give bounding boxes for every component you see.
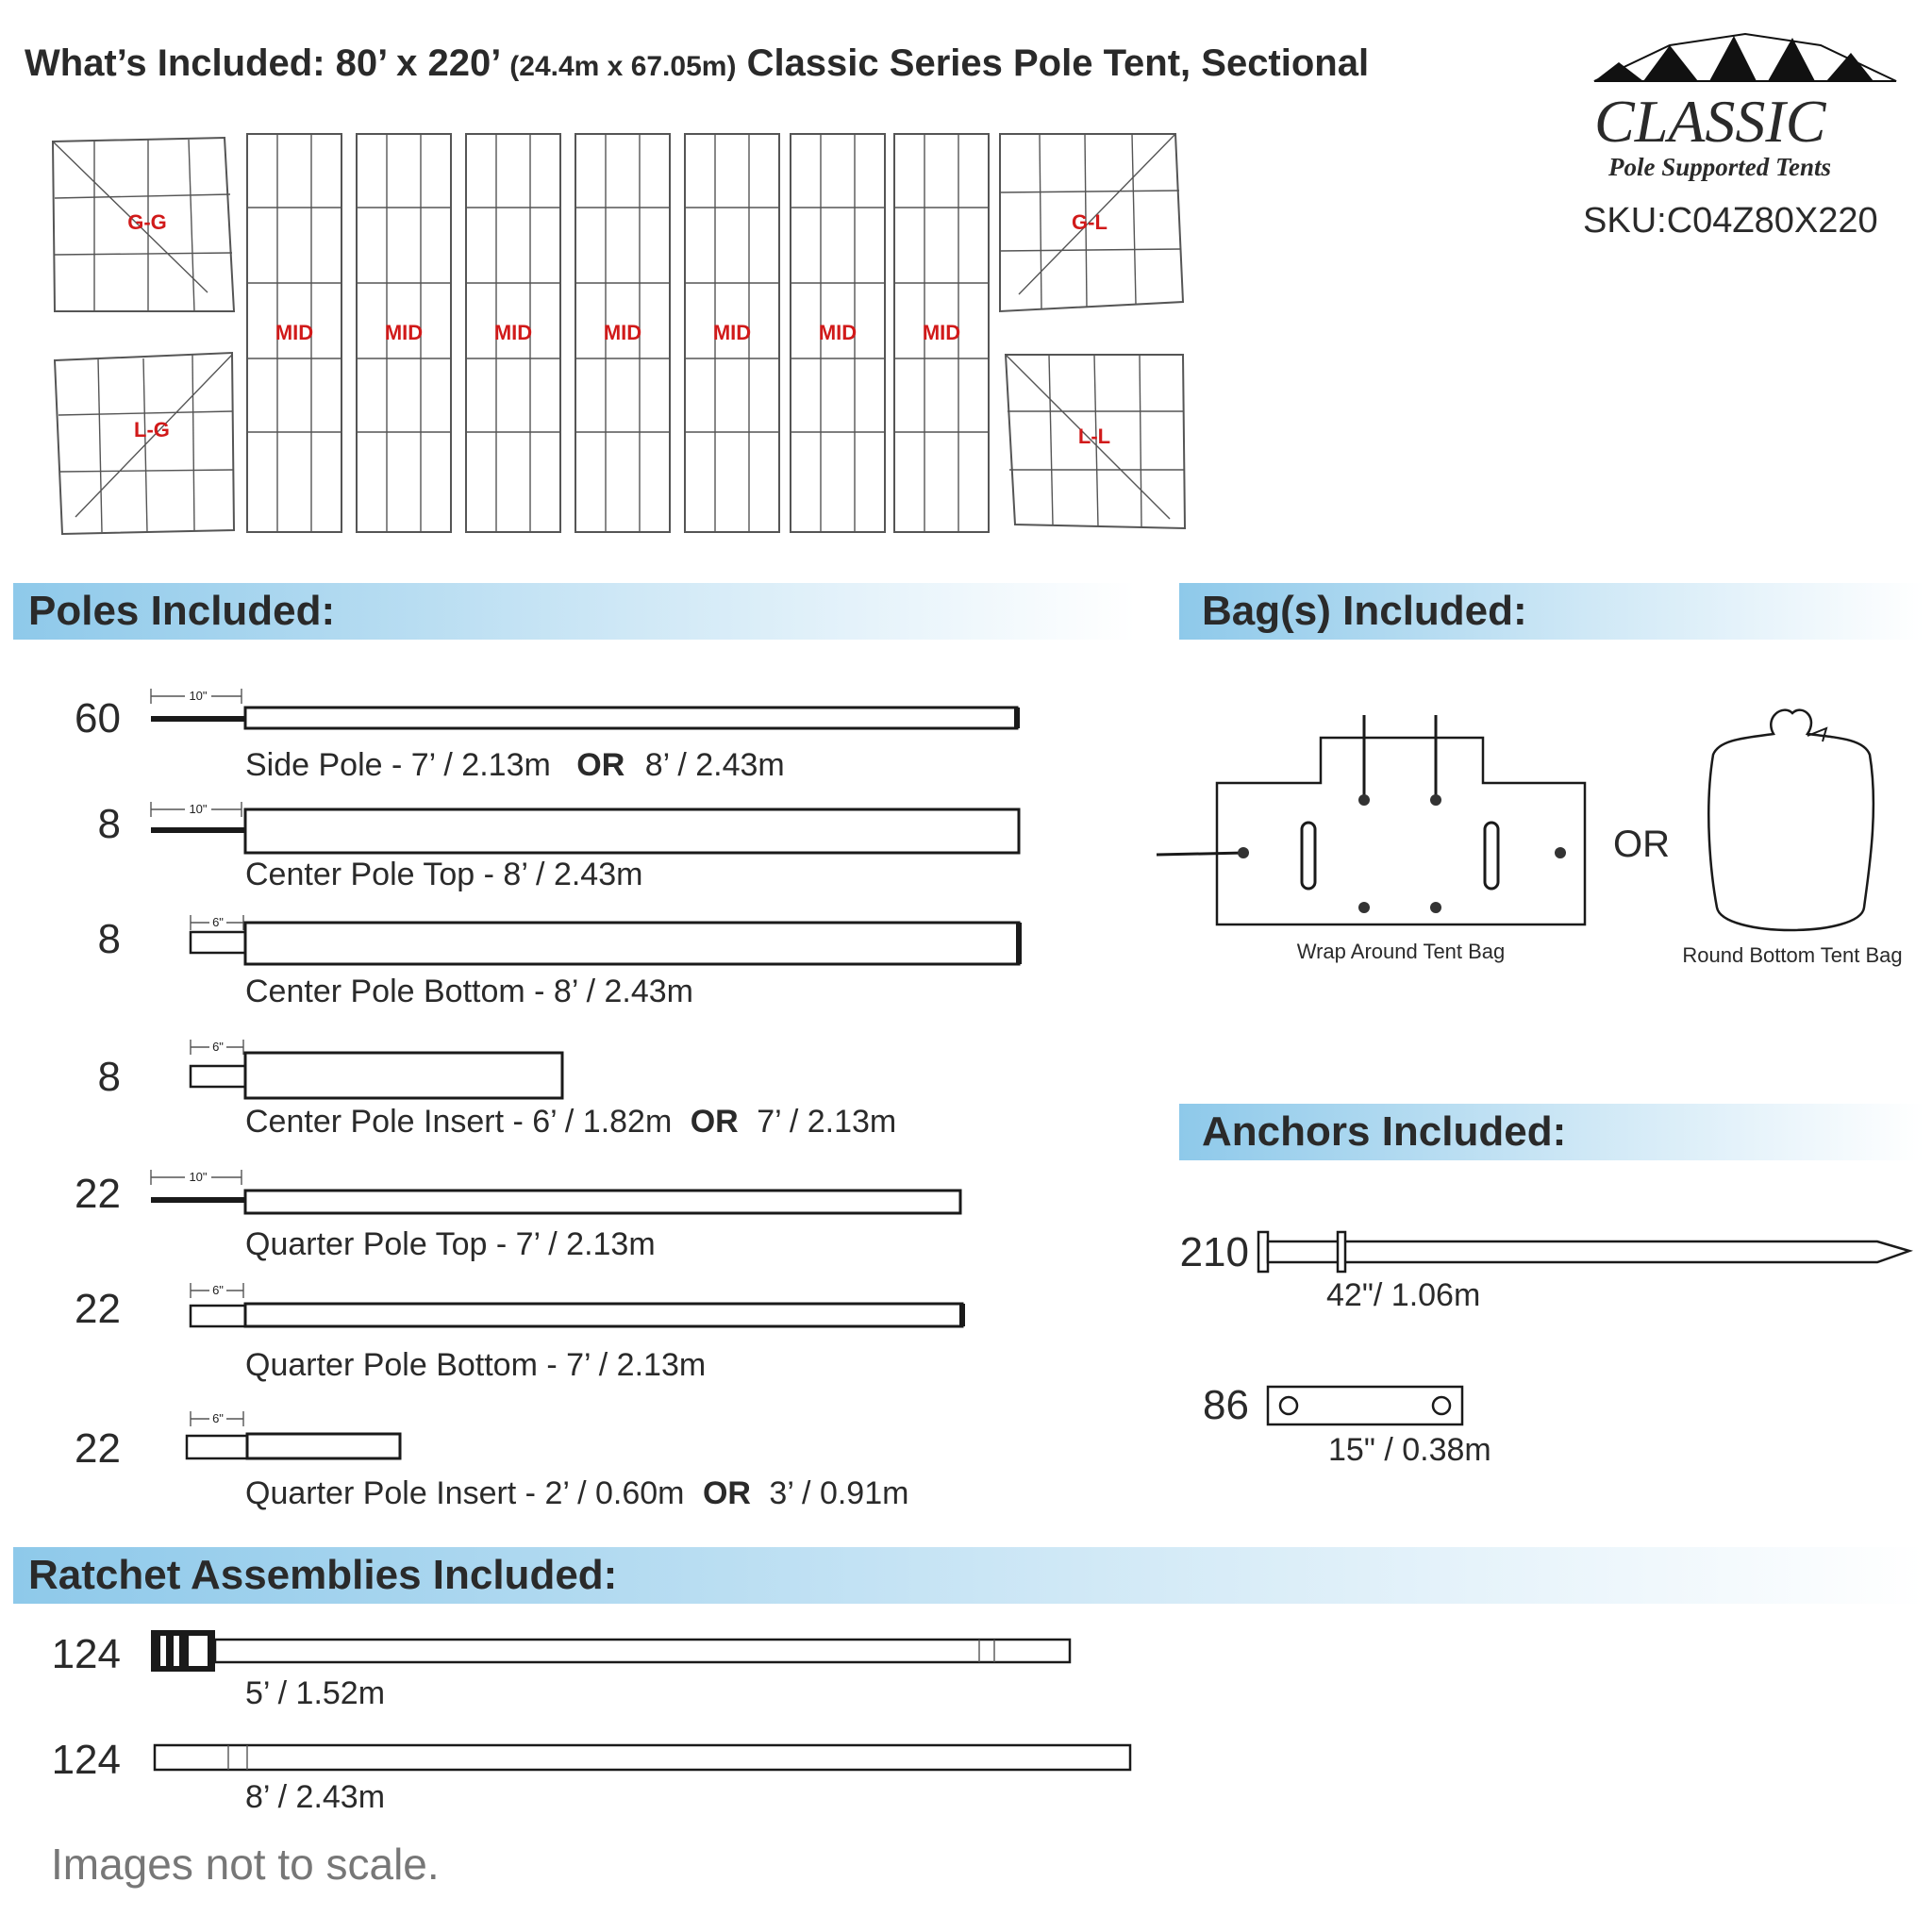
section-label-mid: MID xyxy=(922,321,961,344)
pole-item-quarter-insert xyxy=(75,1409,908,1511)
poles-heading: Poles Included: xyxy=(28,588,336,634)
pole-item-center-top xyxy=(98,800,1019,892)
section-corner-ll xyxy=(1006,355,1185,528)
section-mid-2 xyxy=(357,134,451,532)
ratchets-banner xyxy=(13,1547,1924,1604)
anchor-label: 15" / 0.38m xyxy=(1328,1432,1491,1468)
anchors-list xyxy=(1180,1229,1909,1468)
poles-list xyxy=(75,687,1019,1511)
dimension-marker xyxy=(151,1168,242,1185)
dimension-marker xyxy=(191,913,243,930)
pole-item-quarter-top xyxy=(75,1168,960,1262)
pole-label: Quarter Pole Insert - 2’ / 0.60m OR 3’ / 0.91m xyxy=(245,1475,909,1511)
stake-icon xyxy=(1258,1232,1909,1272)
scale-note: Images not to scale. xyxy=(51,1840,440,1889)
pole-qty: 22 xyxy=(75,1286,121,1332)
svg-text:6": 6" xyxy=(212,915,224,929)
poles-banner xyxy=(13,583,1136,640)
pole-qty: 22 xyxy=(75,1425,121,1472)
section-label-mid: MID xyxy=(712,321,752,344)
svg-text:6": 6" xyxy=(212,1283,224,1297)
svg-text:10": 10" xyxy=(189,1170,208,1184)
section-mid-4 xyxy=(575,134,670,532)
svg-text:10": 10" xyxy=(189,689,208,703)
pole-item-side xyxy=(75,687,1017,783)
pole-label: Center Pole Insert - 6’ / 1.82m OR 7’ / 2.13m xyxy=(245,1104,897,1140)
logo-brand: CLASSIC xyxy=(1594,88,1826,155)
section-label-lg: L-G xyxy=(134,418,170,441)
round-bag-label: Round Bottom Tent Bag xyxy=(1682,943,1903,967)
dimension-marker xyxy=(151,800,242,817)
bags-or-label: OR xyxy=(1613,824,1670,865)
anchors-heading: Anchors Included: xyxy=(1202,1108,1567,1155)
section-label-mid: MID xyxy=(493,321,533,344)
classic-logo xyxy=(1583,34,1896,241)
anchor-qty: 86 xyxy=(1203,1382,1249,1428)
pole-label: Center Pole Top - 8’ / 2.43m xyxy=(245,857,643,892)
svg-text:6": 6" xyxy=(212,1411,224,1425)
section-label-mid: MID xyxy=(818,321,858,344)
sku-label: SKU:C04Z80X220 xyxy=(1583,201,1878,241)
pole-label: Quarter Pole Top - 7’ / 2.13m xyxy=(245,1226,656,1262)
pole-item-center-bottom xyxy=(98,913,1019,1009)
section-label-mid: MID xyxy=(603,321,642,344)
tent-stripes-icon xyxy=(1594,34,1896,81)
ratchet-qty: 124 xyxy=(51,1737,121,1783)
pole-item-quarter-bottom xyxy=(75,1281,962,1383)
section-corner-lg xyxy=(55,353,234,534)
section-mid-6 xyxy=(791,134,885,532)
ratchet-item-8ft xyxy=(52,1737,1130,1815)
dimension-marker xyxy=(151,687,242,704)
ratchets-list xyxy=(52,1630,1130,1815)
pole-label: Center Pole Bottom - 8’ / 2.43m xyxy=(245,974,693,1009)
pole-label: Side Pole - 7’ / 2.13m OR 8’ / 2.43m xyxy=(245,747,785,783)
section-corner-gg xyxy=(53,138,234,311)
bags-banner xyxy=(1179,583,1924,640)
section-mid-7 xyxy=(894,134,989,532)
wrap-bag-label: Wrap Around Tent Bag xyxy=(1296,940,1506,963)
page-title: What’s Included: 80’ x 220’ (24.4m x 67.05m) Classic Series Pole Tent, Sectional xyxy=(25,42,1370,84)
section-mid-5 xyxy=(685,134,779,532)
ratchet-qty: 124 xyxy=(51,1631,121,1677)
pole-qty: 8 xyxy=(97,916,121,962)
section-label-gg: G-G xyxy=(127,210,167,234)
section-label-gl: G-L xyxy=(1072,210,1108,234)
dimension-marker xyxy=(191,1409,243,1426)
svg-text:6": 6" xyxy=(212,1040,224,1054)
pole-qty: 60 xyxy=(75,695,121,741)
section-mid-3 xyxy=(466,134,560,532)
dimension-marker xyxy=(191,1281,243,1298)
ratchet-label: 5’ / 1.52m xyxy=(245,1675,386,1711)
anchor-plate xyxy=(1203,1382,1491,1468)
section-label-ll: L-L xyxy=(1077,425,1111,448)
anchors-banner xyxy=(1179,1104,1924,1160)
section-label-mid: MID xyxy=(384,321,424,344)
pole-label: Quarter Pole Bottom - 7’ / 2.13m xyxy=(245,1347,707,1383)
tent-sections-layout xyxy=(53,134,1185,534)
logo-tagline: Pole Supported Tents xyxy=(1608,153,1832,181)
anchor-label: 42"/ 1.06m xyxy=(1326,1277,1481,1313)
wrap-around-bag-icon xyxy=(1157,715,1585,924)
pole-qty: 22 xyxy=(75,1171,121,1217)
section-mid-1 xyxy=(247,134,341,532)
svg-text:10": 10" xyxy=(189,802,208,816)
ratchets-heading: Ratchet Assemblies Included: xyxy=(28,1552,618,1598)
bags-heading: Bag(s) Included: xyxy=(1202,588,1527,634)
section-corner-gl xyxy=(1000,134,1183,311)
anchor-plate-icon xyxy=(1268,1387,1462,1424)
round-bottom-bag-icon xyxy=(1708,710,1874,930)
ratchet-item-5ft xyxy=(52,1630,1070,1711)
anchor-stake xyxy=(1180,1229,1909,1313)
ratchet-label: 8’ / 2.43m xyxy=(245,1779,386,1815)
pole-item-center-insert xyxy=(98,1038,897,1140)
dimension-marker xyxy=(191,1038,243,1055)
bags-list xyxy=(1157,710,1903,967)
pole-qty: 8 xyxy=(97,1054,121,1100)
section-label-mid: MID xyxy=(275,321,314,344)
pole-qty: 8 xyxy=(97,801,121,847)
anchor-qty: 210 xyxy=(1179,1229,1249,1275)
